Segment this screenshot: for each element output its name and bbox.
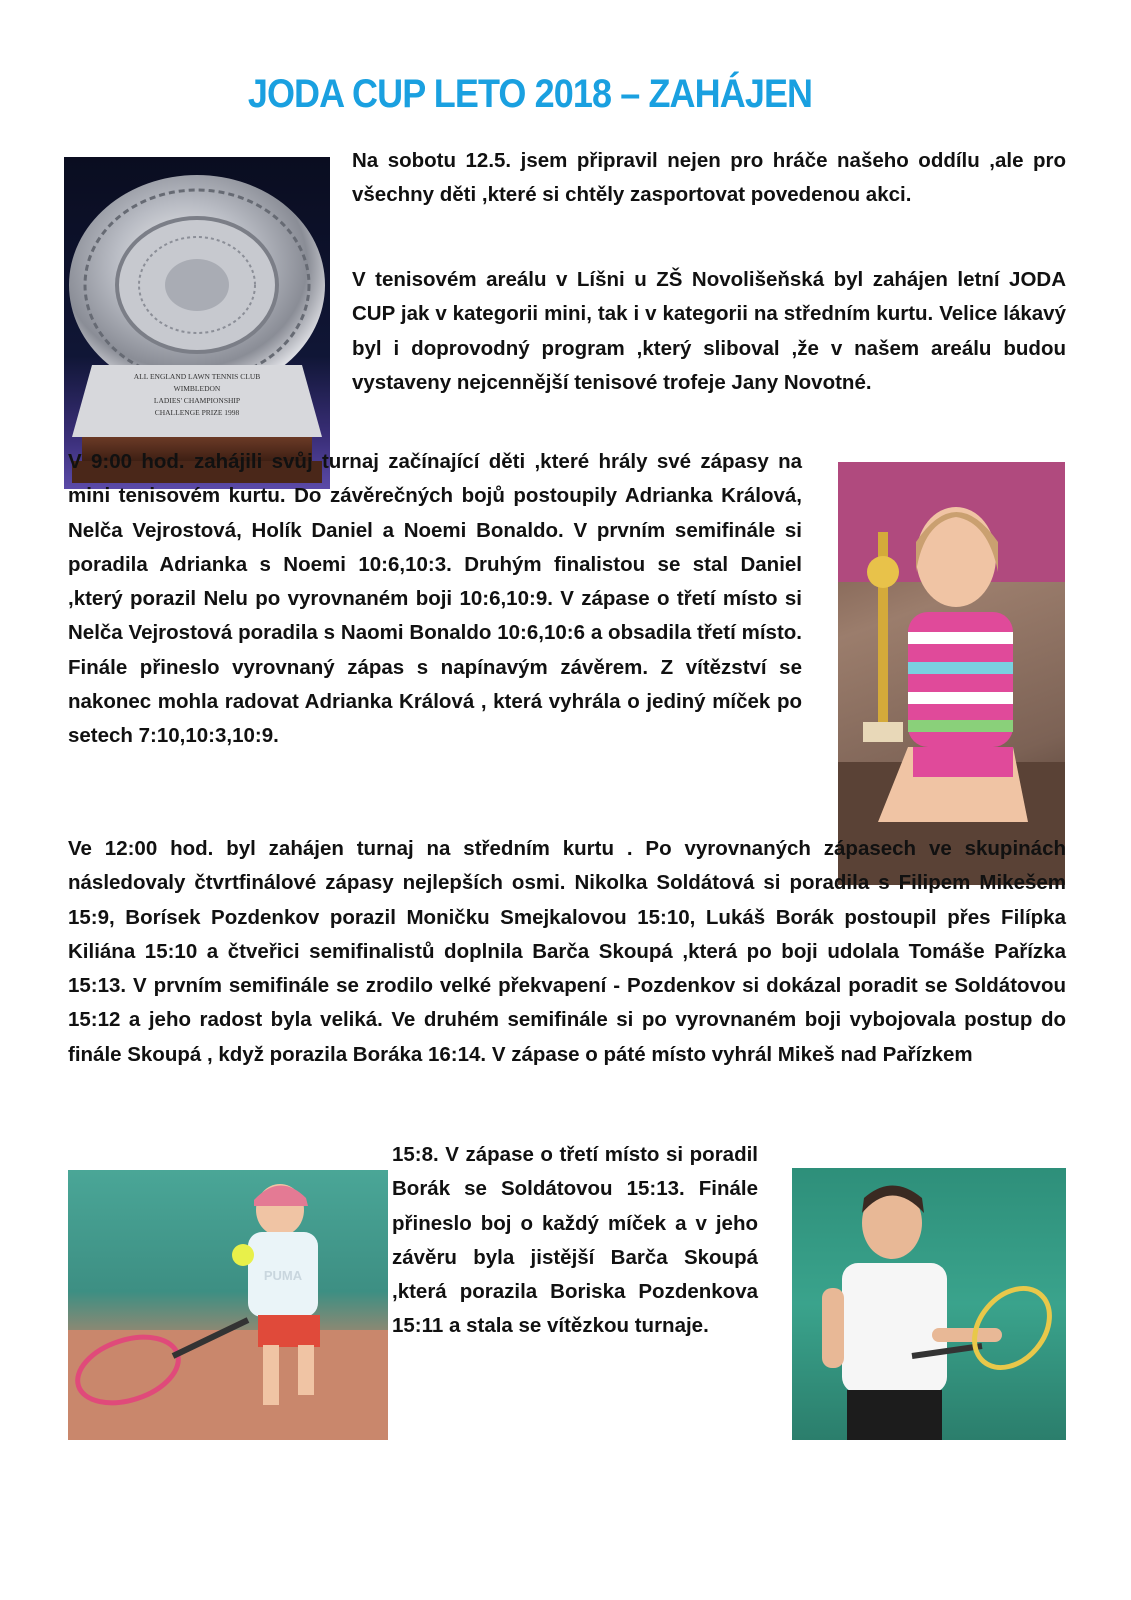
- boy-playing-tennis-illustration: [792, 1168, 1066, 1440]
- trophy-inscription-line: WIMBLEDON: [173, 384, 221, 393]
- girl-playing-tennis-photo: [68, 1170, 388, 1440]
- trophy-inscription-line: LADIES' CHAMPIONSHIP: [153, 396, 241, 405]
- paragraph-intro: Na sobotu 12.5. jsem připravil nejen pro hráče našeho oddílu ,ale pro všechny děti ,které si chtěly zasportovat povedenou akci.: [352, 149, 1066, 207]
- trophy-plate-illustration: [64, 157, 330, 489]
- trophy-inscription-line: CHALLENGE PRIZE 1998: [154, 408, 240, 417]
- trophy-plate-photo: [64, 157, 330, 489]
- page-title: JODA CUP LETO 2018 – ZAHÁJEN: [247, 72, 813, 116]
- paragraph-finals: 15:8. V zápase o třetí místo si poradil Borák se Soldátovou 15:13. Finále přineslo boj o každý míček a v jeho závěru byla jistější Barča Skoupá ,která porazila Boriska Pozdenkova 15:11 a stala se vítězkou turnaje.: [392, 1143, 758, 1338]
- shirt-text: PUMA: [263, 1268, 303, 1283]
- girl-with-trophy-illustration: [838, 462, 1065, 885]
- girl-with-trophy-photo: [838, 462, 1065, 885]
- boy-playing-tennis-photo: [792, 1168, 1066, 1440]
- paragraph-middle-court: Ve 12:00 hod. byl zahájen turnaj na středním kurtu . Po vyrovnaných zápasech ve skupinách následovaly čtvrtfinálové zápasy nejlepších osmi. Nikolka Soldátová si poradila s Filipem Mikešem 15:9, Borísek Pozdenkov porazil Moničku Smejkalovou 15:10, Lukáš Borák postoupil přes Filípka Kiliána 15:10 a čtveřici semifinalistů doplnila Barča Skoupá ,která po boji udolala Tomáše Pařízka 15:13. V prvním semifinále se zrodilo velké překvapení - Pozdenkov si dokázal poradit se Soldátovou 15:12 a jeho radost byla veliká. Ve druhém semifinále si po vyrovnaném boji vybojovala postup do finále Skoupá , když porazila Boráka 16:14. V zápase o páté místo vyhrál Mikeš nad Pařízkem: [68, 837, 1066, 1066]
- trophy-inscription-line: ALL ENGLAND LAWN TENNIS CLUB: [133, 372, 261, 381]
- girl-playing-tennis-illustration: [68, 1170, 388, 1440]
- paragraph-mini-tournament: V 9:00 hod. zahájili svůj turnaj začínající děti ,které hrály své zápasy na mini tenisovém kurtu. Do závěrečných bojů postoupily Adrianka Králová, Nelča Vejrostová, Holík Daniel a Noemi Bonaldo. V prvním semifinále si poradila Adrianka s Noemi 10:6,10:3. Druhým finalistou se stal Daniel ,který porazil Nelu po vyrovnaném boji 10:6,10:9. V zápase o třetí místo si Nelča Vejrostová poradila s Naomi Bonaldo 10:6,10:6 a obsadila třetí místo. Finále přineslo vyrovnaný zápas s napínavým závěrem. Z vítězství se nakonec mohla radovat Adrianka Králová , která vyhrála o jediný míček po setech 7:10,10:3,10:9.: [68, 450, 802, 748]
- paragraph-venue: V tenisovém areálu v Líšni u ZŠ Novolišeňská byl zahájen letní JODA CUP jak v kategorii mini, tak i v kategorii na středním kurtu. Velice lákavý byl i doprovodný program ,který sliboval ,že v našem areálu budou vystaveny nejcennější tenisové trofeje Jany Novotné.: [352, 268, 1066, 394]
